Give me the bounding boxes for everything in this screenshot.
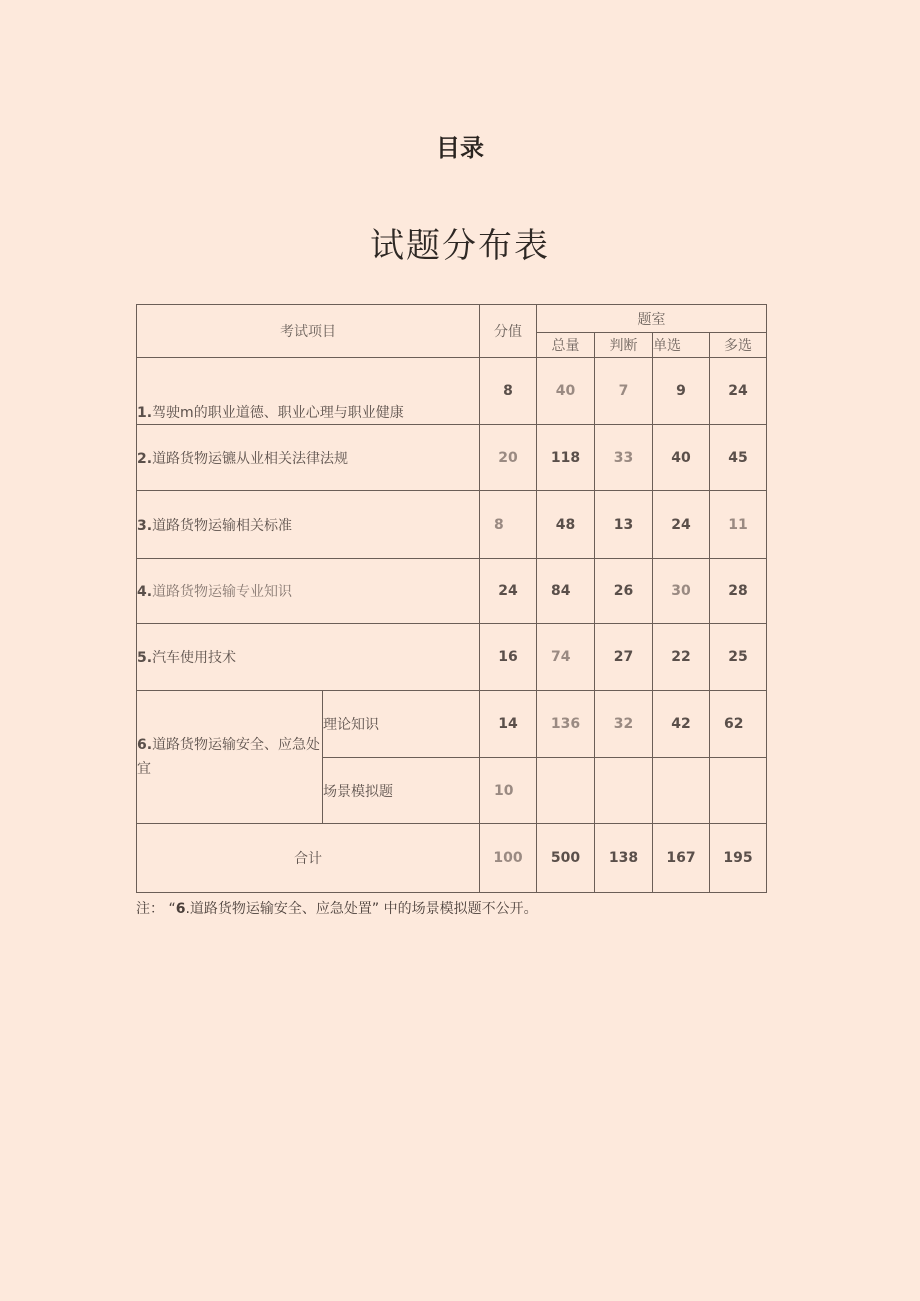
row-total: 74 (537, 624, 595, 691)
row-name: 道路货物运镳从业相关法律法规 (152, 450, 349, 467)
row-multi: 24 (710, 358, 767, 425)
row-score: 16 (480, 624, 537, 691)
sum-label: 合计 (137, 824, 480, 893)
row-name: 汽车使用技术 (152, 650, 237, 666)
row-item (137, 624, 480, 691)
row-single: 22 (653, 624, 710, 691)
header-single: 单选 (653, 333, 710, 358)
empty-cell (537, 758, 595, 824)
table-row (137, 358, 767, 425)
row-single: 42 (653, 691, 710, 758)
row-number: 5. (137, 650, 153, 666)
row-multi: 25 (710, 624, 767, 691)
row-total: 118 (537, 425, 595, 491)
footnote (136, 898, 538, 918)
row-score: 8 (480, 491, 537, 559)
row-number: 6. (137, 737, 153, 753)
row-single: 24 (653, 491, 710, 559)
header-score: 分值 (480, 305, 537, 358)
sum-total: 500 (537, 824, 595, 893)
row-judge: 7 (595, 358, 653, 425)
row-score: 24 (480, 559, 537, 624)
row-item (137, 559, 480, 624)
table-row (137, 624, 767, 691)
note-quote-open: “ (168, 901, 176, 917)
empty-cell (653, 758, 710, 824)
note-number: 6 (175, 901, 186, 917)
empty-cell (710, 758, 767, 824)
sub-item-scenario: 场景模拟题 (323, 758, 480, 824)
note-quote-close: ” (371, 901, 380, 917)
row-name: 道路货物运输安全、应急处宜 (137, 737, 321, 777)
row-single: 9 (653, 358, 710, 425)
sum-score: 100 (480, 824, 537, 893)
row-multi: 11 (710, 491, 767, 559)
row-judge: 33 (595, 425, 653, 491)
row-total: 40 (537, 358, 595, 425)
row-single: 30 (653, 559, 710, 624)
row-total: 84 (537, 559, 595, 624)
empty-cell (595, 758, 653, 824)
row-number: 1. (137, 405, 153, 421)
row-score: 14 (480, 691, 537, 758)
row-multi: 28 (710, 559, 767, 624)
table-row (137, 491, 767, 559)
row-multi: 45 (710, 425, 767, 491)
row-score: 8 (480, 358, 537, 425)
header-total: 总量 (537, 333, 595, 358)
row-number: 3. (137, 517, 153, 534)
page-title: 试题分布表 (370, 226, 550, 266)
row-score: 20 (480, 425, 537, 491)
sum-judge: 138 (595, 824, 653, 893)
row-judge: 32 (595, 691, 653, 758)
note-prefix: 注： (136, 901, 164, 917)
header-multi: 多选 (710, 333, 767, 358)
row-total: 136 (537, 691, 595, 758)
sum-multi: 195 (710, 824, 767, 893)
row-item (137, 358, 480, 425)
header-question-group: 题室 (537, 305, 767, 333)
toc-title: 目录 (436, 134, 484, 162)
row-item (137, 425, 480, 491)
row-item (137, 691, 323, 824)
row-number: 4. (137, 584, 153, 600)
row-item (137, 491, 480, 559)
table-row (137, 691, 767, 758)
note-quoted: .道路货物运输安全、应急处置 (185, 901, 372, 917)
sum-row (137, 824, 767, 893)
row-judge: 13 (595, 491, 653, 559)
sum-single: 167 (653, 824, 710, 893)
row-total: 48 (537, 491, 595, 559)
row-score: 10 (480, 758, 537, 824)
row-multi: 62 (710, 691, 767, 758)
row-number: 2. (137, 450, 153, 467)
table-row (137, 425, 767, 491)
sub-item-theory: 理论知识 (323, 691, 480, 758)
row-judge: 26 (595, 559, 653, 624)
row-name: 道路货物运输专业知识 (152, 584, 293, 600)
note-suffix: 中的场景模拟题不公开。 (383, 901, 538, 917)
table-row (137, 559, 767, 624)
distribution-table (136, 304, 767, 893)
row-name: 驾驶m的职业道德、职业心理与职业健康 (152, 405, 404, 421)
header-item: 考试项目 (137, 305, 480, 358)
header-judge: 判断 (595, 333, 653, 358)
row-single: 40 (653, 425, 710, 491)
row-name: 道路货物运输相关标准 (152, 517, 293, 534)
row-judge: 27 (595, 624, 653, 691)
